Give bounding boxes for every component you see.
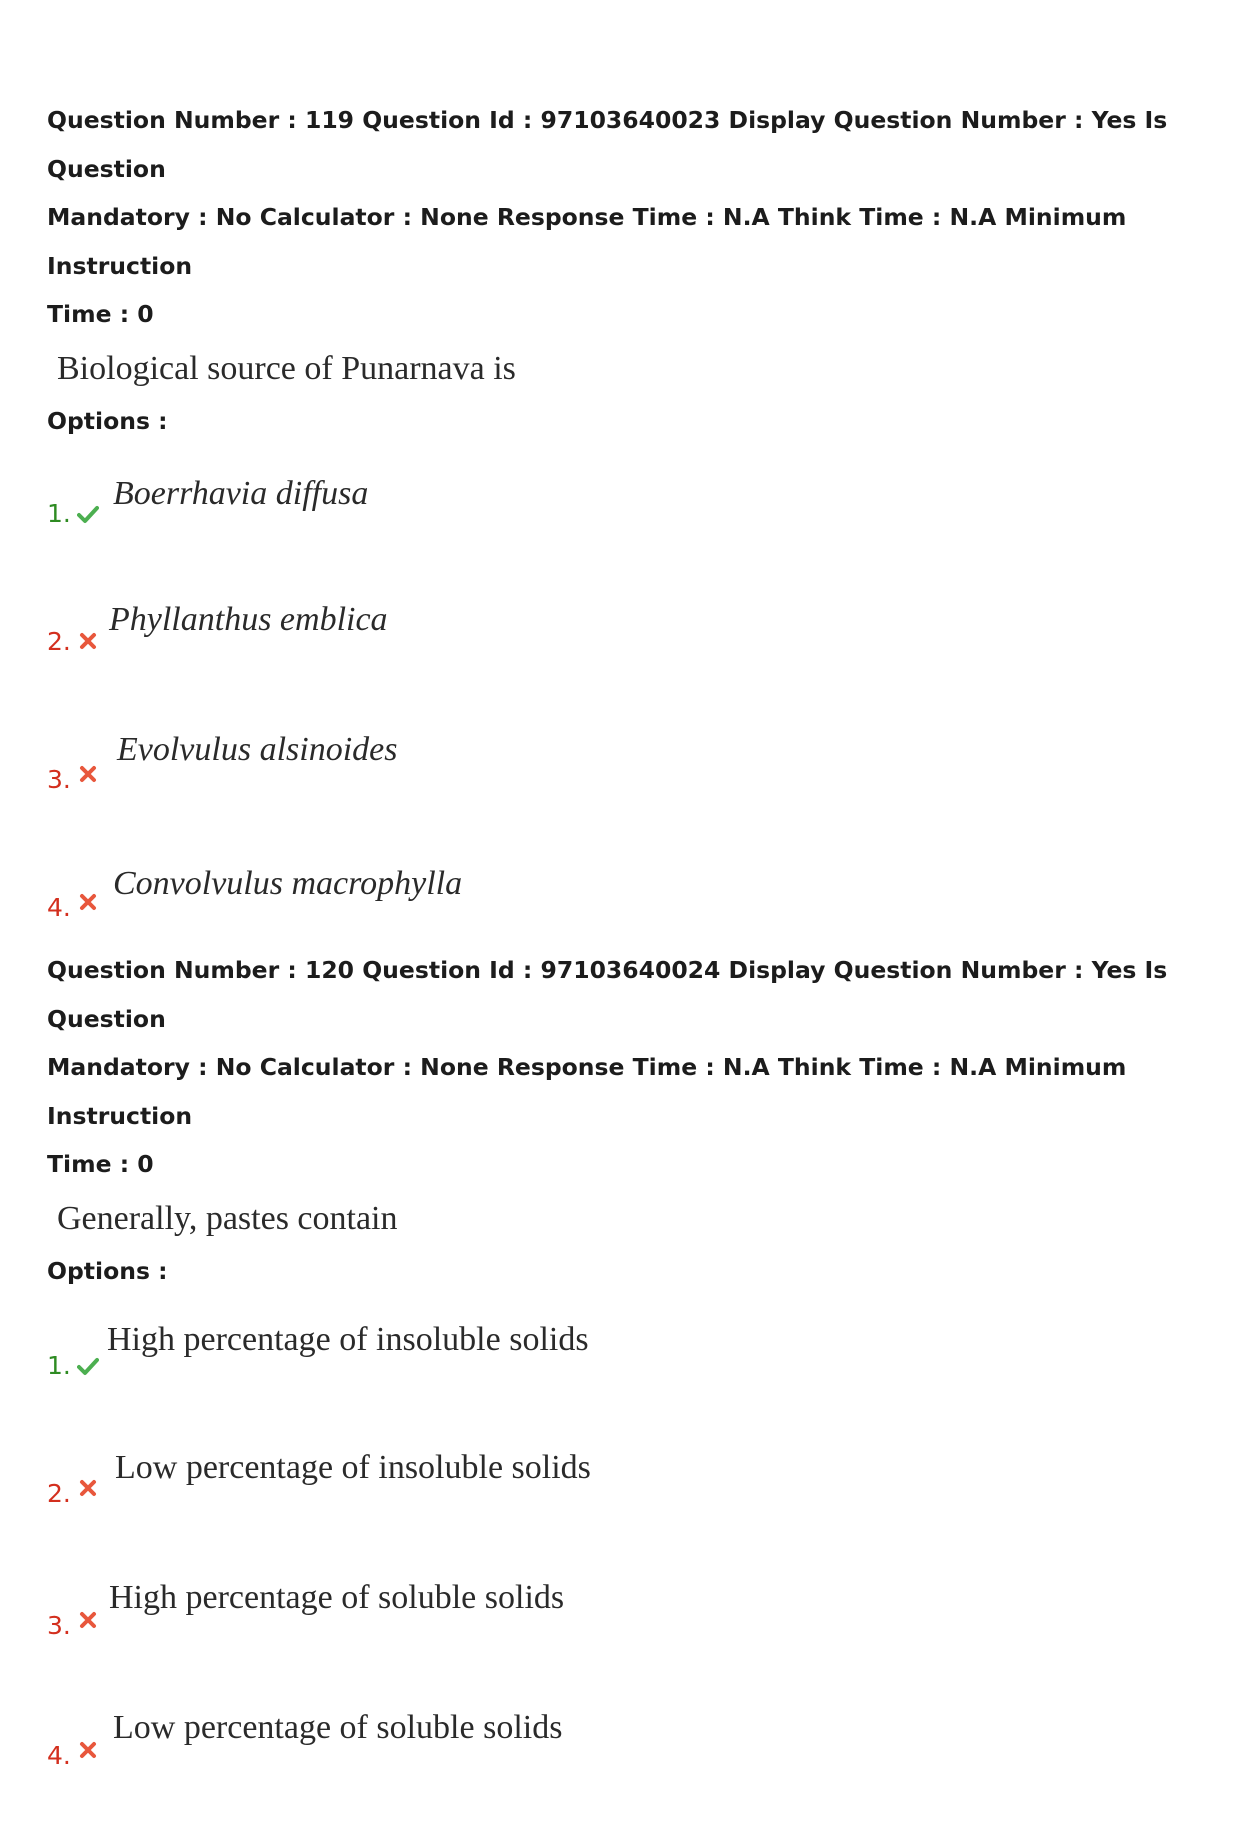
options-list [47,1305,1207,1825]
option-text: Phyllanthus emblica [109,600,388,638]
options-label: Options : [47,1256,168,1285]
check-icon [77,1355,99,1377]
question-block-119 [47,96,1207,975]
option-item [47,1695,1207,1825]
question-stem: Generally, pastes contain [57,1199,398,1237]
check-icon [77,503,99,525]
cross-icon [77,763,99,785]
option-number: 4. [47,892,71,922]
cross-icon [77,1609,99,1631]
option-text: Convolvulus macrophylla [113,864,463,902]
option-number: 4. [47,1740,71,1770]
option-text: Low percentage of soluble solids [113,1708,563,1746]
option-item [47,455,1207,585]
question-meta-line-2: Mandatory : No Calculator : None Response Time : N.A Think Time : N.A Minimum Instruction [47,1053,1127,1130]
option-number: 1. [47,498,71,528]
option-text: High percentage of soluble solids [109,1578,565,1616]
option-number: 1. [47,1350,71,1380]
option-text: Low percentage of insoluble solids [115,1448,591,1486]
question-meta-line-1: Question Number : 119 Question Id : 97103640023 Display Question Number : Yes Is Question [47,106,1168,183]
option-text: Evolvulus alsinoides [117,730,398,768]
question-meta-line-2: Mandatory : No Calculator : None Response Time : N.A Think Time : N.A Minimum Instruction [47,203,1127,280]
cross-icon [77,891,99,913]
option-number: 2. [47,626,71,656]
option-item [47,1565,1207,1695]
question-meta-line-3: Time : 0 [47,300,154,328]
option-number: 3. [47,1610,71,1640]
question-meta [47,96,1207,339]
question-meta-line-3: Time : 0 [47,1150,154,1178]
option-item [47,585,1207,715]
option-number: 2. [47,1478,71,1508]
option-text: Boerrhavia diffusa [113,474,369,512]
options-list [47,455,1207,975]
option-item [47,1305,1207,1435]
cross-icon [77,1477,99,1499]
options-label: Options : [47,406,168,435]
question-block-120 [47,946,1207,1825]
option-text: High percentage of insoluble solids [107,1320,589,1358]
question-meta [47,946,1207,1189]
question-meta-line-1: Question Number : 120 Question Id : 97103640024 Display Question Number : Yes Is Question [47,956,1168,1033]
question-stem: Biological source of Punarnava is [57,349,516,387]
option-item [47,715,1207,845]
cross-icon [77,630,99,652]
option-item [47,1435,1207,1565]
cross-icon [77,1739,99,1761]
option-number: 3. [47,764,71,794]
